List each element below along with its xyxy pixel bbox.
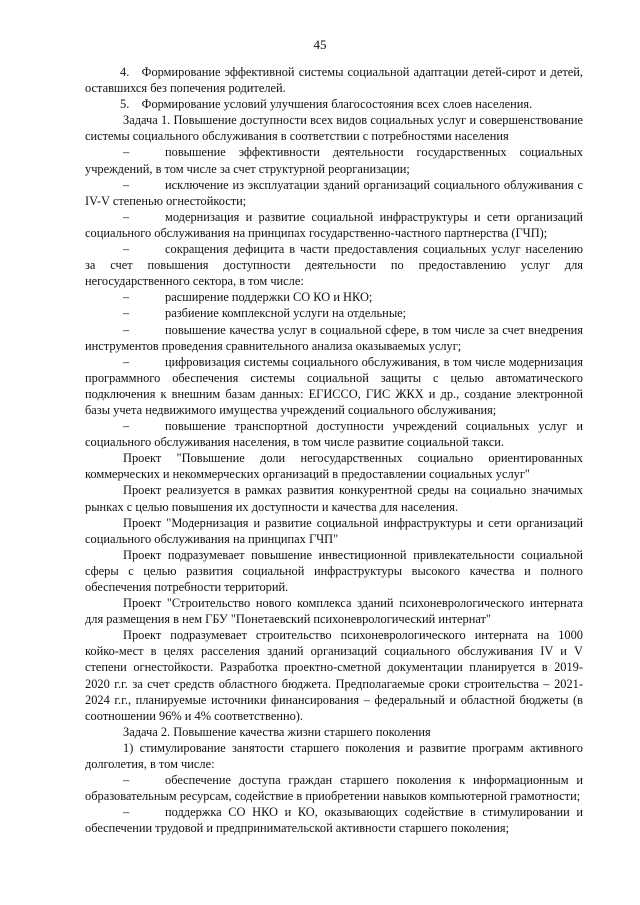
bullet-item	[85, 289, 583, 305]
project-1-title: Проект "Повышение доли негосударственных социально ориентированных коммерческих и некоммерческих организаций в предоставлении социальных услуг"	[85, 451, 583, 482]
document-body	[85, 64, 583, 837]
bullet-text: исключение из эксплуатации зданий организаций социального облуживания с IV-V степенью огнестойкости;	[85, 177, 583, 208]
bullet-item	[85, 804, 583, 836]
project-2-description: Проект подразумевает повышение инвестиционной привлекательности социальной сферы с целью развития социальной инфраструктуры высокого качества и полного обеспечения потребности территорий.	[85, 547, 583, 594]
bullet-text: расширение поддержки СО КО и НКО;	[165, 290, 373, 305]
bullet-item	[85, 177, 583, 209]
dash-marker: –	[123, 242, 130, 257]
bullet-text: модернизация и развитие социальной инфраструктуры и сети организаций социального обслуживания на принципах государственно-частного партнерства (ГЧП);	[85, 209, 583, 240]
dash-marker: –	[123, 805, 130, 820]
bullet-item	[85, 144, 583, 176]
bullet-item	[85, 241, 583, 289]
bullet-text: разбиение комплексной услуги на отдельные;	[165, 306, 407, 321]
dash-marker: –	[123, 290, 130, 305]
dash-marker: –	[123, 354, 130, 369]
dash-marker: –	[123, 177, 130, 192]
dash-marker: –	[123, 419, 130, 434]
bullet-item	[85, 209, 583, 241]
list-item-5: 5. Формирование условий улучшения благосостояния всех слоев населения.	[120, 97, 533, 112]
project-3-title: Проект "Строительство нового комплекса зданий психоневрологического интерната для размещения в нем ГБУ "Понетаевский психоневрологический интернат"	[85, 596, 583, 627]
bullet-text: сокращения дефицита в части предоставления социальных услуг населению за счет повышения доступности деятельности по предоставлению услуг для негосударственного сектора, в том числе:	[85, 242, 583, 289]
bullet-text: повышение транспортной доступности учреждений социальных услуг и социального обслуживания населения, в том числе развитие социальной такси.	[85, 419, 583, 450]
bullet-text: обеспечение доступа граждан старшего поколения к информационным и образовательным ресурсам, содействие в приобретении навыков компьютерной грамотности;	[85, 773, 583, 804]
project-1-description: Проект реализуется в рамках развития конкурентной среды на социально значимых рынках с целью повышения их доступности и качества для населения.	[85, 483, 583, 514]
bullet-text: повышение эффективности деятельности государственных социальных учреждений, в том числе за счет структурной реорганизации;	[85, 145, 583, 176]
page-number: 45	[313, 37, 327, 52]
bullet-item	[85, 418, 583, 450]
dash-marker: –	[123, 322, 130, 337]
dash-marker: –	[123, 306, 130, 321]
bullet-text: поддержка СО НКО и КО, оказывающих содействие в стимулировании и обеспечении трудовой и предпринимательской активности старшего поколения;	[85, 805, 583, 836]
project-2-title: Проект "Модернизация и развитие социальной инфраструктуры и сети организаций социального обслуживания на принципах ГЧП"	[85, 515, 583, 546]
bullet-item	[85, 772, 583, 804]
dash-marker: –	[123, 145, 130, 160]
task-1-heading: Задача 1. Повышение доступности всех видов социальных услуг и совершенствование системы социального обслуживания в соответствии с потребностями населения	[85, 113, 583, 144]
dash-marker: –	[123, 209, 130, 224]
list-item-4: 4. Формирование эффективной системы социальной адаптации детей-сирот и детей, оставшихся без попечения родителей.	[85, 65, 583, 96]
dash-marker: –	[123, 773, 130, 788]
bullet-item	[85, 322, 583, 354]
task-2-heading: Задача 2. Повышение качества жизни старшего поколения	[123, 724, 431, 739]
bullet-item	[85, 305, 583, 321]
bullet-item	[85, 354, 583, 418]
project-3-description: Проект подразумевает строительство психоневрологического интерната на 1000 койко-мест в целях расселения зданий организаций социального обслуживания IV и V степени огнестойкости. Разработка проектно-сметной документации планируется в 2019-2020 г.г. за счет средств областного бюджета. Предполагаемые сроки строительства – 2021-2024 г.г., планируемые источники финансирования – федеральный и областной бюджеты (в соотношении 96% и 4% соответственно).	[85, 628, 583, 723]
subtask-1: 1) стимулирование занятости старшего поколения и развитие программ активного долголетия, в том числе:	[85, 740, 583, 772]
bullet-text: повышение качества услуг в социальной сфере, в том числе за счет внедрения инструментов проведения сравнительного анализа оказываемых услуг;	[85, 322, 583, 353]
bullet-text: цифровизация системы социального обслуживания, в том числе модернизация программного обеспечения системы социальной защиты с целью автоматического подключения к внешним базам данных: ЕГИССО, ГИС ЖКХ и др., создание электронной базы учета недвижимого имущества учреждений социального обслуживания;	[85, 354, 583, 417]
